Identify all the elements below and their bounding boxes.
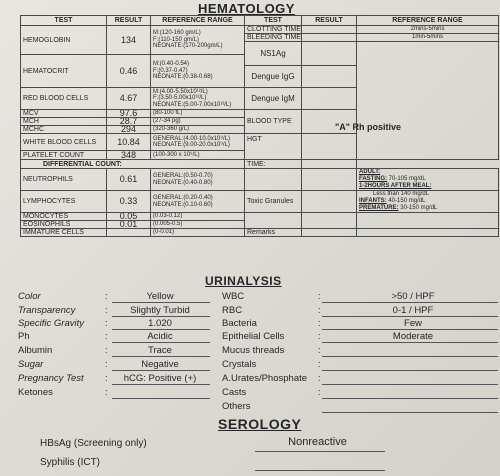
underline xyxy=(322,316,498,317)
time-result xyxy=(302,160,357,169)
blank-cell xyxy=(302,169,357,191)
urinalysis-value: Acidic xyxy=(147,331,173,342)
blood-type-label: BLOOD TYPE xyxy=(245,110,302,134)
test-name: MONOCYTES xyxy=(21,213,107,221)
separator: : xyxy=(318,291,321,301)
clotting-time-label: CLOTTING TIME xyxy=(245,26,302,34)
urinalysis-label: Ketones xyxy=(18,387,53,398)
glucose-reference-2: Less than 140 mg/dL INFANTS: 40-150 mg/dL PREMATURE: 30-150 mg/dL xyxy=(357,191,499,213)
test-name: MCV xyxy=(21,110,107,118)
urinalysis-label: Color xyxy=(18,291,41,302)
differential-count-label: DIFFERENTIAL COUNT: xyxy=(21,160,245,169)
underline xyxy=(112,342,210,343)
result-value: 4.67 xyxy=(107,88,151,110)
separator: : xyxy=(318,359,321,369)
dengue-igg-label: Dengue IgG xyxy=(245,66,302,88)
separator: : xyxy=(318,318,321,328)
col-header-test-2: TEST xyxy=(245,16,302,26)
result-value: 0.61 xyxy=(107,169,151,191)
hbsag-line xyxy=(255,451,385,452)
toxic-granules-label: Toxic Granules xyxy=(245,191,302,213)
hematology-table xyxy=(20,15,499,237)
separator: : xyxy=(105,345,108,355)
reference-range: M:(120-160 gm/L) F:(110-150 gm/L) NEONATE:(170-200gm/L) xyxy=(151,26,245,55)
separator: : xyxy=(105,359,108,369)
urinalysis-label: Mucus threads xyxy=(222,345,285,356)
ns1ag-result xyxy=(302,42,357,66)
separator: : xyxy=(318,305,321,315)
clotting-time-result xyxy=(302,26,357,34)
result-value: 10.84 xyxy=(107,134,151,151)
underline xyxy=(112,384,210,385)
urinalysis-label: Ph xyxy=(18,331,30,342)
blank-cell xyxy=(245,169,302,191)
clotting-time-ref: 2mins-5mins xyxy=(357,26,499,34)
col-header-result-2: RESULT xyxy=(302,16,357,26)
reference-range: (80-100 fL) xyxy=(151,110,245,118)
urinalysis-value: Slightly Turbid xyxy=(130,305,190,316)
urinalysis-label: Specific Gravity xyxy=(18,318,84,329)
test-name: MCHC xyxy=(21,126,107,134)
syphilis-line xyxy=(255,470,385,471)
urinalysis-value: Few xyxy=(404,318,422,329)
col-header-test: TEST xyxy=(21,16,107,26)
urinalysis-value: Trace xyxy=(148,345,172,356)
test-name: EOSINOPHILS xyxy=(21,221,107,229)
reference-range: M:(0.40-0.54) F:(0.37-0.47) NEONATE:(0.38-0.68) xyxy=(151,55,245,88)
remarks-label: Remarks xyxy=(245,229,302,237)
urinalysis-label: Others xyxy=(222,401,251,412)
test-name: LYMPHOCYTES xyxy=(21,191,107,213)
bleeding-time-ref: 1min-5mins xyxy=(357,34,499,42)
test-name: PLATELET COUNT xyxy=(21,151,107,160)
hgt-result xyxy=(302,134,357,160)
hbsag-value: Nonreactive xyxy=(288,436,347,448)
urinalysis-label: Bacteria xyxy=(222,318,257,329)
table-row xyxy=(21,229,499,237)
test-name: HEMATOCRIT xyxy=(21,55,107,88)
hbsag-label: HBsAg (Screening only) xyxy=(40,438,147,449)
separator: : xyxy=(105,373,108,383)
underline xyxy=(322,412,498,413)
test-name: NEUTROPHILS xyxy=(21,169,107,191)
urinalysis-label: Sugar xyxy=(18,359,44,370)
urinalysis-label: Albumin xyxy=(18,345,53,356)
result-value: 28.7 xyxy=(107,118,151,126)
serology-title: SEROLOGY xyxy=(218,416,302,432)
toxic-granules-result xyxy=(302,191,357,213)
separator: : xyxy=(105,318,108,328)
table-header-row xyxy=(21,16,499,26)
separator: : xyxy=(105,291,108,301)
glucose-reference: ADULT: FASTING: 70-105 mg/dL 1-2HOURS AFTER MEAL: xyxy=(357,169,499,191)
table-row xyxy=(21,169,499,191)
result-value: 348 xyxy=(107,151,151,160)
blank-cell xyxy=(245,213,302,229)
blood-type-value: "A" Rh positive xyxy=(335,122,402,132)
reference-range: (0.03-0.12) xyxy=(151,213,245,221)
underline xyxy=(322,329,498,330)
result-value: 0.33 xyxy=(107,191,151,213)
underline xyxy=(322,302,498,303)
urinalysis-label: Casts xyxy=(222,387,247,398)
ns1ag-label: NS1Ag xyxy=(245,42,302,66)
separator: : xyxy=(318,387,321,397)
result-value: 0.46 xyxy=(107,55,151,88)
urinalysis-label: A.Urates/Phosphate xyxy=(222,373,308,384)
underline xyxy=(112,316,210,317)
reference-range: GENERAL:(0.50-0.70) NEONATE:(0.40-0.80) xyxy=(151,169,245,191)
syphilis-label: Syphilis (ICT) xyxy=(40,457,101,468)
reference-range: GENERAL:(0.20-0.40) NEONATE:(0.10-0.60) xyxy=(151,191,245,213)
reference-range: (27-34 pg) xyxy=(151,118,245,126)
urinalysis-value: Moderate xyxy=(392,331,434,342)
urinalysis-value: 0-1 / HPF xyxy=(392,305,434,316)
urinalysis-value: hCG: Positive (+) xyxy=(123,373,197,384)
hgt-label: HGT xyxy=(245,134,302,160)
table-row xyxy=(21,26,499,34)
result-value: 0.05 xyxy=(107,213,151,221)
urinalysis-value: Yellow xyxy=(146,291,174,302)
table-row xyxy=(21,191,499,213)
separator: : xyxy=(318,345,321,355)
result-value: 134 xyxy=(107,26,151,55)
col-header-result: RESULT xyxy=(107,16,151,26)
test-name: WHITE BLOOD CELLS xyxy=(21,134,107,151)
result-value xyxy=(107,229,151,237)
underline xyxy=(112,398,210,399)
underline xyxy=(112,302,210,303)
table-row xyxy=(21,160,499,169)
time-label: TIME: xyxy=(245,160,302,169)
blank-cell xyxy=(357,229,499,237)
col-header-reference-2: REFERENCE RANGE xyxy=(357,16,499,26)
separator: : xyxy=(318,331,321,341)
result-value: 97.6 xyxy=(107,110,151,118)
dengue-igm-label: Dengue IgM xyxy=(245,88,302,110)
urinalysis-label: RBC xyxy=(222,305,243,316)
urinalysis-label: Transparency xyxy=(18,305,76,316)
dengue-igg-result xyxy=(302,66,357,88)
urinalysis-value: >50 / HPF xyxy=(391,291,435,302)
urinalysis-value: Negative xyxy=(141,359,179,370)
reference-range: (0.005-0.5) xyxy=(151,221,245,229)
underline xyxy=(322,342,498,343)
underline xyxy=(322,398,498,399)
reference-range: (320-360 g/L) xyxy=(151,126,245,134)
col-header-reference: REFERENCE RANGE xyxy=(151,16,245,26)
reference-range: M:(4.00-5.50x10¹²/L) F:(3.50-5.00x10¹²/L) NEONATE:(5.00-7.00x10¹²/L) xyxy=(151,88,245,110)
reference-range: GENERAL:(4.00-10.0x10⁹/L) NEONATE:(9.00-20.0x10⁹/L) xyxy=(151,134,245,151)
urinalysis-label: Epithelial Cells xyxy=(222,331,285,342)
underline xyxy=(322,370,498,371)
underline xyxy=(322,384,498,385)
bleeding-time-label: BLEEDING TIME xyxy=(245,34,302,42)
urinalysis-label: WBC xyxy=(222,291,245,302)
urinalysis-title: URINALYSIS xyxy=(205,274,282,288)
reference-range: (100-300 x 10⁹/L) xyxy=(151,151,245,160)
urinalysis-value: 1.020 xyxy=(148,318,172,329)
urinalysis-label: Crystals xyxy=(222,359,257,370)
hematology-title: HEMATOLOGY xyxy=(198,1,295,16)
result-value: 0.01 xyxy=(107,221,151,229)
test-name: IMMATURE CELLS xyxy=(21,229,107,237)
underline xyxy=(112,329,210,330)
test-name: RED BLOOD CELLS xyxy=(21,88,107,110)
underline xyxy=(112,370,210,371)
separator: : xyxy=(105,331,108,341)
remarks-result xyxy=(302,229,357,237)
bleeding-time-result xyxy=(302,34,357,42)
underline xyxy=(112,356,210,357)
reference-range: (0-0.01) xyxy=(151,229,245,237)
test-name: MCH xyxy=(21,118,107,126)
separator: : xyxy=(105,305,108,315)
separator: : xyxy=(318,373,321,383)
table-row xyxy=(21,213,499,221)
test-name: HEMOGLOBIN xyxy=(21,26,107,55)
separator: : xyxy=(105,387,108,397)
dengue-igm-result xyxy=(302,88,357,110)
serology-ref-blank xyxy=(357,42,499,160)
blank-cell xyxy=(357,213,499,229)
result-value: 294 xyxy=(107,126,151,134)
urinalysis-label: Pregnancy Test xyxy=(18,373,84,384)
blank-cell xyxy=(302,213,357,229)
underline xyxy=(322,356,498,357)
